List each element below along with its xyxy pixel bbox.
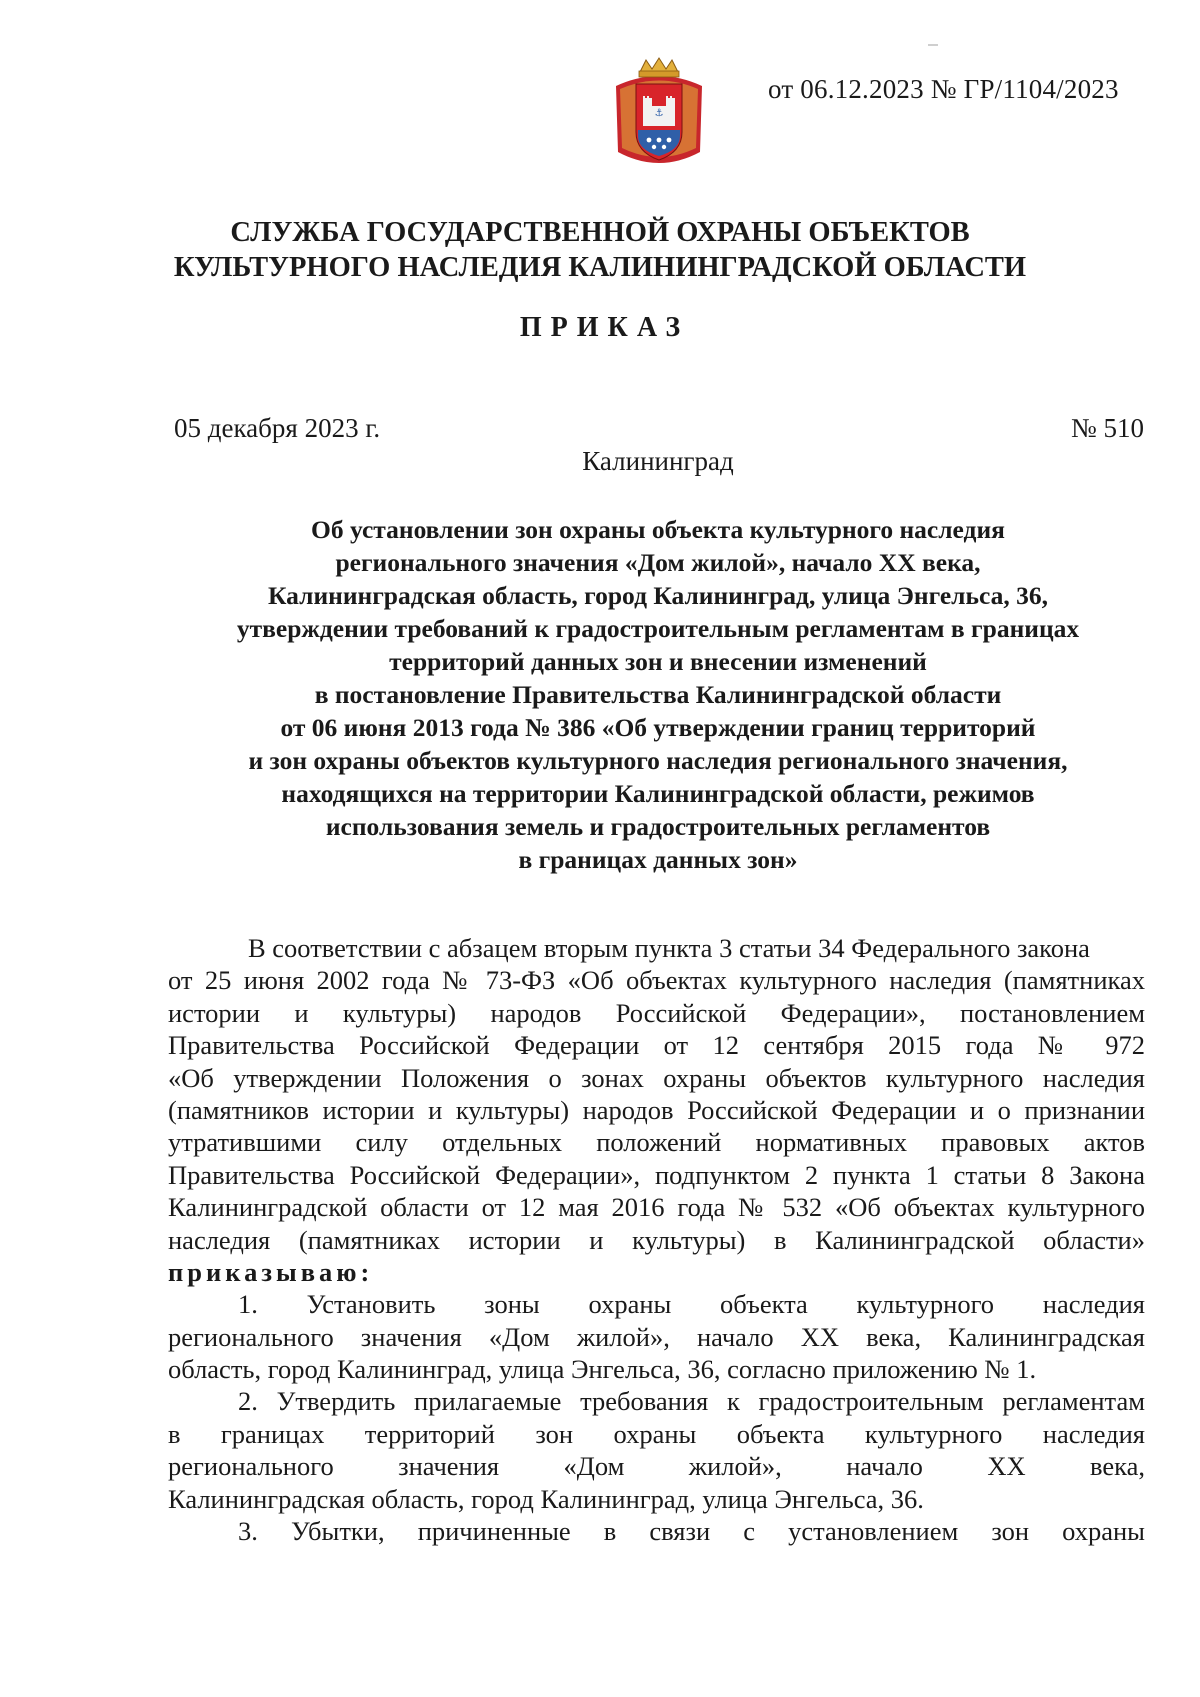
body-line: утратившими силу отдельных положений нормативных правовых актов — [168, 1127, 1145, 1158]
body-line: наследия (памятниках истории и культуры) в Калининградской области» — [168, 1224, 1145, 1255]
body-line: истории и культуры) народов Российской Федерации», постановлением — [168, 997, 1145, 1028]
svg-text:⚓: ⚓ — [654, 108, 664, 119]
document-date: 05 декабря 2023 г. — [174, 413, 381, 443]
title-line: территорий данных зон и внесении изменений — [389, 647, 927, 676]
document-type: ПРИКАЗ — [519, 312, 690, 343]
title-line: регионального значения «Дом жилой», начало XX века, — [335, 548, 981, 577]
agency-name — [0, 215, 1200, 285]
agency-name-line: КУЛЬТУРНОГО НАСЛЕДИЯ КАЛИНИНГРАДСКОЙ ОБЛАСТИ — [173, 252, 1027, 283]
document-number: № 510 — [1070, 413, 1144, 443]
title-line: в границах данных зон» — [518, 845, 798, 874]
order-keyword: приказываю: — [168, 1256, 374, 1287]
body-line: в границах территорий зон охраны объекта культурного наследия — [168, 1418, 1145, 1449]
body-line: Правительства Российской Федерации от 12 сентября 2015 года № 972 — [168, 1030, 1145, 1061]
body-line: от 25 июня 2002 года № 73-ФЗ «Об объектах культурного наследия (памятниках — [168, 965, 1145, 996]
title-line: в постановление Правительства Калининградской области — [314, 680, 1002, 709]
document-title — [0, 513, 1200, 876]
title-line: и зон охраны объектов культурного наследия регионального значения, — [248, 746, 1068, 775]
title-line: находящихся на территории Калининградской области, режимов — [281, 779, 1035, 808]
body-line: регионального значения «Дом жилой», начало XX века, Калининградская — [168, 1321, 1145, 1352]
scan-artifact — [928, 44, 938, 46]
title-line: от 06 июня 2013 года № 386 «Об утверждении границ территорий — [280, 713, 1036, 742]
title-line: Калининградская область, город Калининград, улица Энгельса, 36, — [268, 581, 1048, 610]
body-line: область, город Калининград, улица Энгельса, 36, согласно приложению № 1. — [168, 1354, 1037, 1385]
body-line: Калининградской области от 12 мая 2016 года № 532 «Об объектах культурного — [168, 1192, 1145, 1223]
body-line: Правительства Российской Федерации», подпунктом 2 пункта 1 статьи 8 Закона — [168, 1159, 1145, 1190]
title-line: Об установлении зон охраны объекта культурного наследия — [311, 515, 1005, 544]
body-line: 2. Утвердить прилагаемые требования к градостроительным регламентам — [238, 1386, 1145, 1417]
document-body — [168, 932, 1145, 1547]
title-line: использования земель и градостроительных регламентов — [325, 812, 991, 841]
document-city: Калининград — [582, 446, 734, 476]
coat-of-arms-icon — [612, 56, 706, 174]
body-line: 3. Убытки, причиненные в связи с установлением зон охраны — [238, 1516, 1145, 1547]
agency-name-line: СЛУЖБА ГОСУДАРСТВЕННОЙ ОХРАНЫ ОБЪЕКТОВ — [230, 217, 970, 248]
body-line: «Об утверждении Положения о зонах охраны объектов культурного наследия — [168, 1062, 1145, 1093]
registration-stamp: от 06.12.2023 № ГР/1104/2023 — [768, 74, 1119, 104]
body-line: Калининградская область, город Калининград, улица Энгельса, 36. — [168, 1483, 924, 1514]
body-line: 1. Установить зоны охраны объекта культурного наследия — [238, 1289, 1145, 1320]
body-line: В соответствии с абзацем вторым пункта 3 статьи 34 Федерального закона — [248, 933, 1090, 963]
body-line: (памятников истории и культуры) народов Российской Федерации и о признании — [168, 1094, 1145, 1125]
body-line: регионального значения «Дом жилой», начало XX века, — [168, 1451, 1145, 1482]
title-line: утверждении требований к градостроительным регламентам в границах — [236, 614, 1080, 643]
